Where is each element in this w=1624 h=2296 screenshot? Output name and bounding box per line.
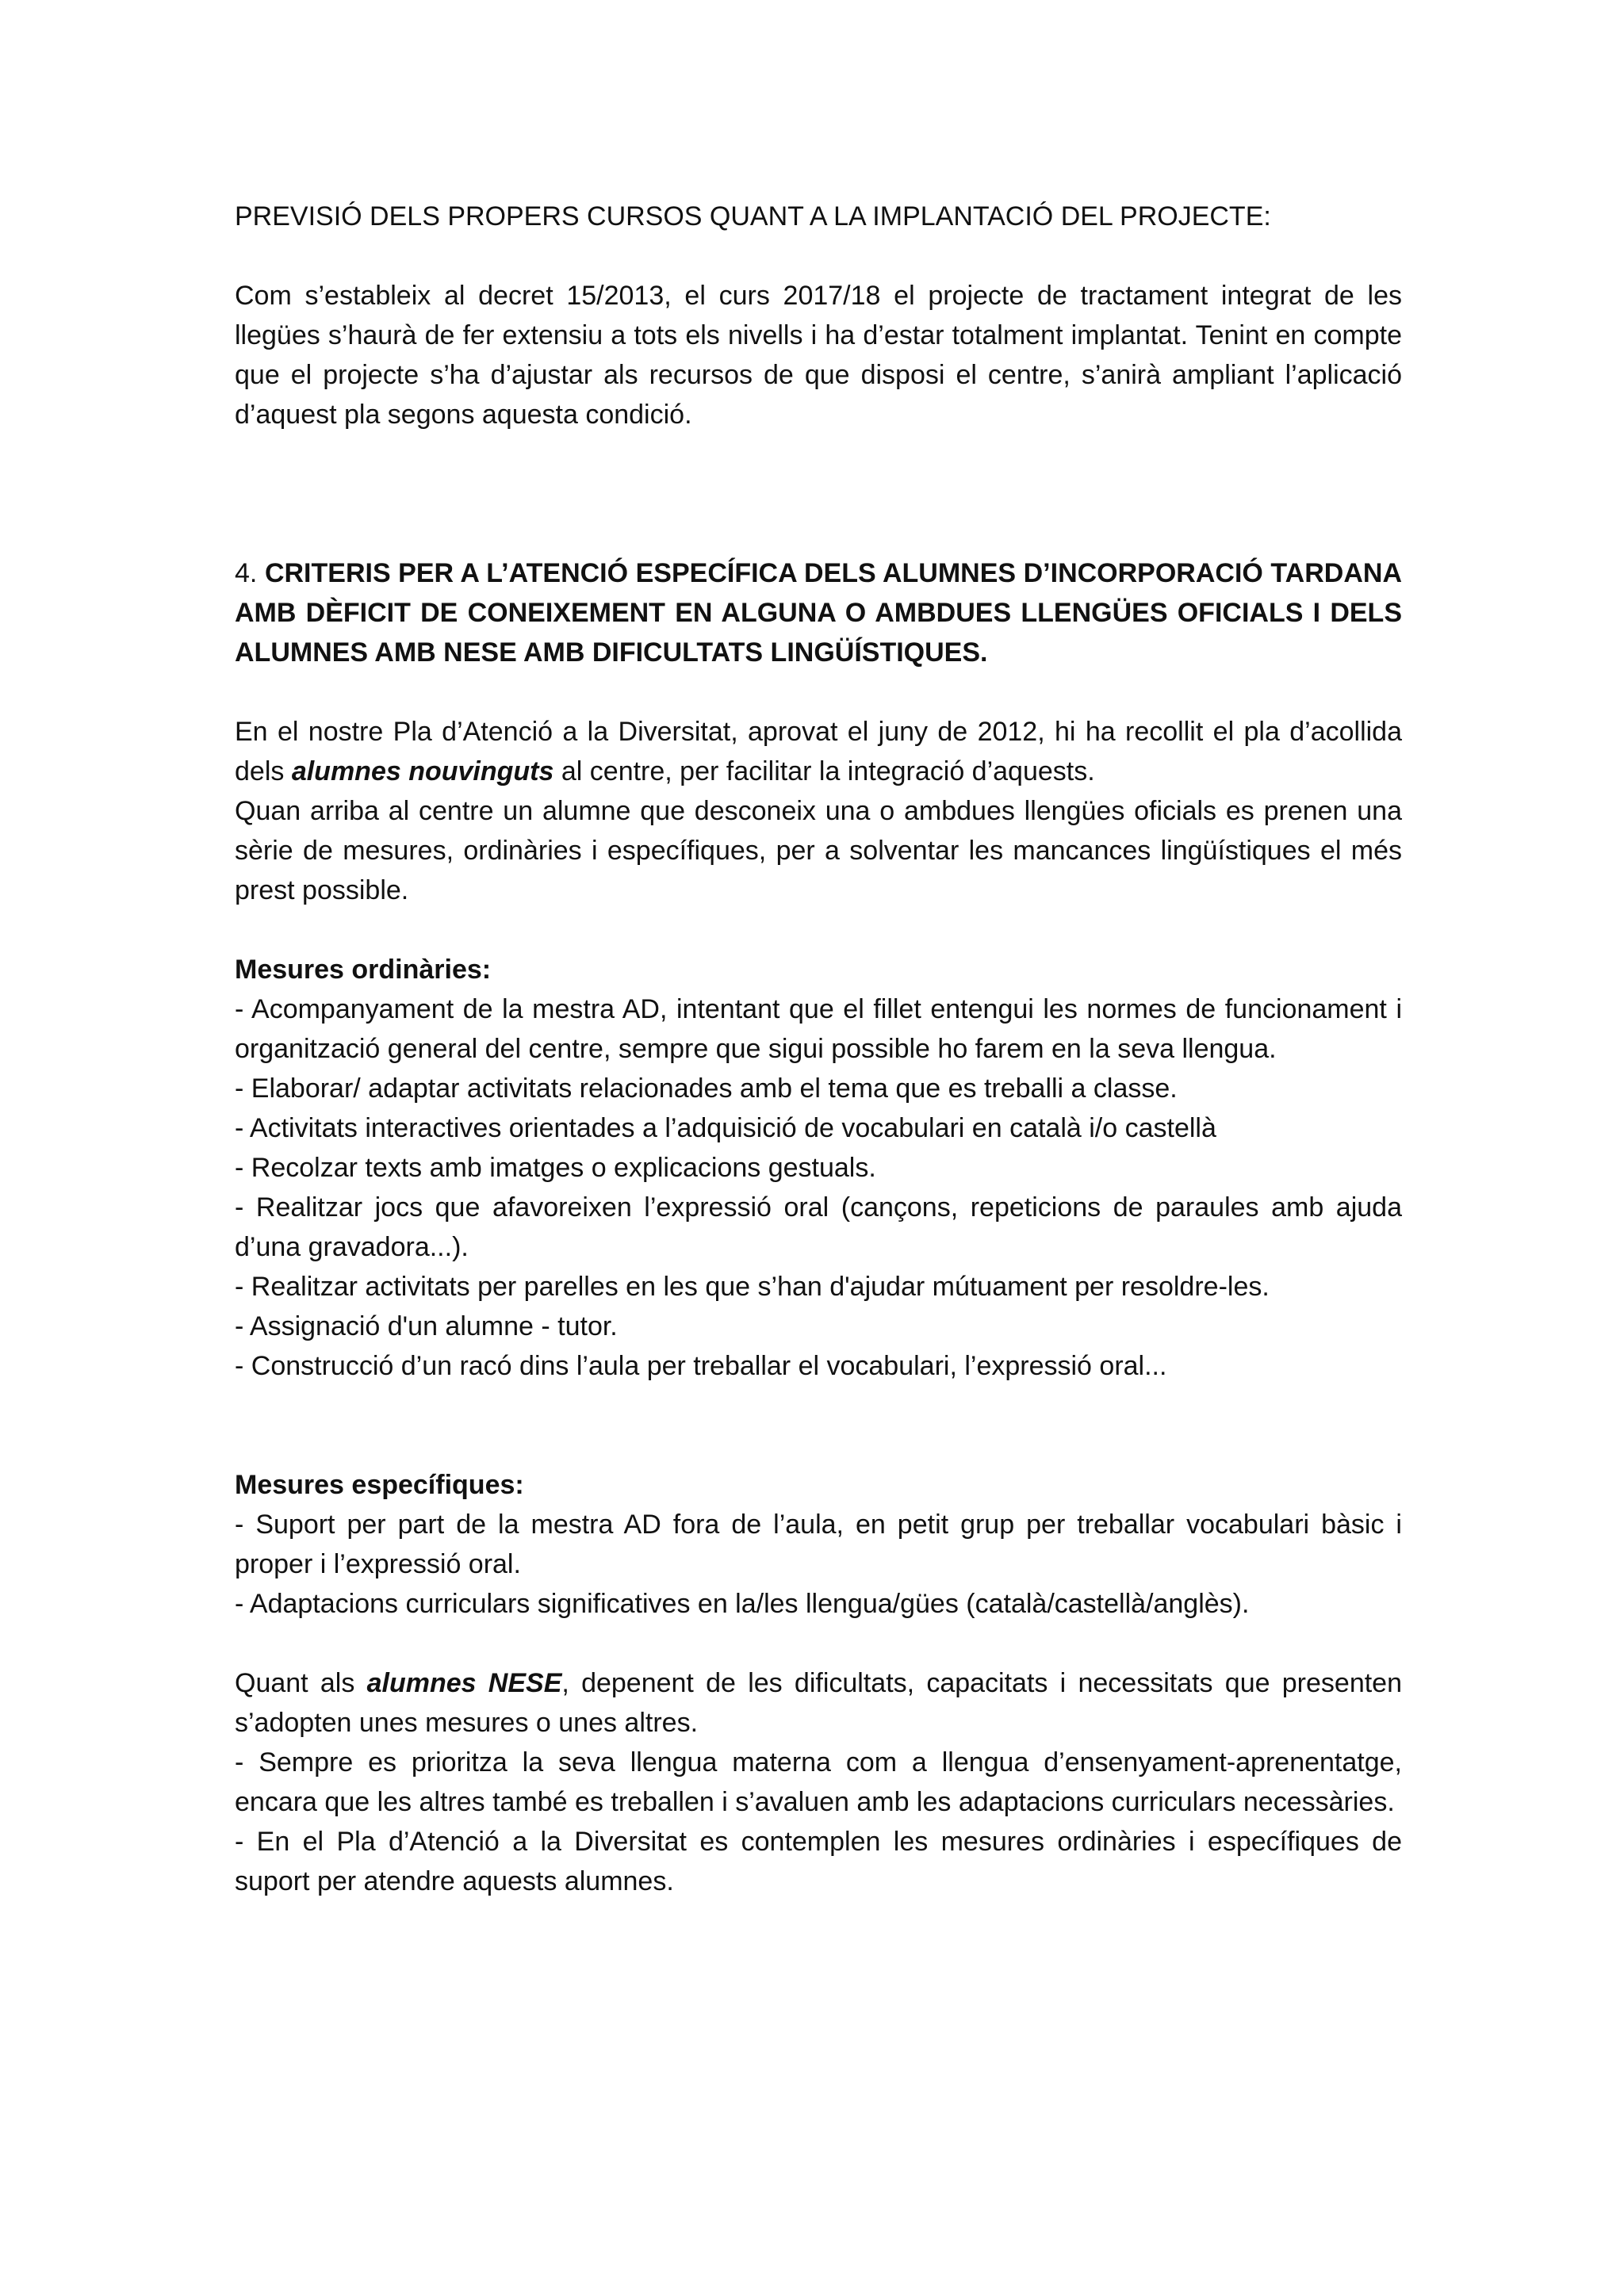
spacer xyxy=(235,910,1402,950)
intro-emphasis: alumnes nouvinguts xyxy=(291,756,554,786)
ordinary-item: - Realitzar activitats per parelles en les que s’han d'ajudar mútuament per resoldre-les. xyxy=(235,1272,1270,1302)
intro-text-before: En el nostre Pla d’Atenció a la Diversitat, aprovat el juny de 2012, hi ha recollit el pla d’acollida dels xyxy=(235,717,1402,786)
specific-measures-title: Mesures específiques: xyxy=(235,1470,524,1500)
ordinary-item: - Recolzar texts amb imatges o explicacions gestuals. xyxy=(235,1153,876,1183)
section-4-title: CRITERIS PER A L’ATENCIÓ ESPECÍFICA DELS ALUMNES D’INCORPORACIÓ TARDANA AMB DÈFICIT DE CONEIXEMENT EN ALGUNA O AMBDUES LLENGÜES OFICIALS I DELS ALUMNES AMB NESE AMB DIFICULTATS LINGÜÍSTIQUES. xyxy=(235,558,1402,668)
document-page xyxy=(235,197,1402,1901)
spacer xyxy=(235,1624,1402,1663)
ordinary-item: - Activitats interactives orientades a l’adquisició de vocabulari en català i/o castellà xyxy=(235,1113,1216,1143)
nese-paragraph xyxy=(235,1663,1402,1743)
spacer xyxy=(235,672,1402,712)
nese-item: - Sempre es prioritza la seva llengua materna com a llengua d’ensenyament-aprenentatge, encara que les altres també es treballen i s’avaluen amb les adaptacions curriculars necessàries. xyxy=(235,1747,1402,1817)
specific-item: - Suport per part de la mestra AD fora de l’aula, en petit grup per treballar vocabulari bàsic i proper i l’expressió oral. xyxy=(235,1510,1402,1579)
spacer xyxy=(235,1386,1402,1465)
ordinary-item: - Assignació d'un alumne - tutor. xyxy=(235,1311,618,1341)
specific-item: - Adaptacions curriculars significatives en la/les llengua/gües (català/castellà/anglès). xyxy=(235,1589,1250,1619)
ordinary-item: - Elaborar/ adaptar activitats relacionades amb el tema que es treballi a classe. xyxy=(235,1073,1178,1104)
spacer xyxy=(235,434,1402,553)
intro-text-after: al centre, per facilitar la integració d’aquests. xyxy=(561,756,1095,786)
section-4-intro xyxy=(235,712,1402,791)
nese-text-after: , depenent de les dificultats, capacitats i necessitats que presenten s’adopten unes mesures o unes altres. xyxy=(235,1668,1402,1738)
spacer xyxy=(235,236,1402,276)
nese-item: - En el Pla d’Atenció a la Diversitat es contemplen les mesures ordinàries i específiques de suport per atendre aquests alumnes. xyxy=(235,1827,1402,1896)
ordinary-item: - Construcció d’un racó dins l’aula per treballar el vocabulari, l’expressió oral... xyxy=(235,1351,1167,1381)
section-4-intro-2: Quan arriba al centre un alumne que desconeix una o ambdues llengües oficials es prenen una sèrie de mesures, ordinàries i específiques, per a solventar les mancances lingüístiques el més prest possible. xyxy=(235,796,1402,905)
forecast-heading: PREVISIÓ DELS PROPERS CURSOS QUANT A LA IMPLANTACIÓ DEL PROJECTE: xyxy=(235,201,1271,232)
ordinary-item: - Realitzar jocs que afavoreixen l’expressió oral (cançons, repeticions de paraules amb ajuda d’una gravadora...). xyxy=(235,1192,1402,1262)
section-4-number: 4. xyxy=(235,558,258,588)
nese-emphasis: alumnes NESE xyxy=(366,1668,562,1698)
nese-text-before: Quant als xyxy=(235,1668,355,1698)
ordinary-measures-title: Mesures ordinàries: xyxy=(235,955,492,985)
section-4-heading xyxy=(235,553,1402,672)
forecast-paragraph: Com s’estableix al decret 15/2013, el curs 2017/18 el projecte de tractament integrat de les llegües s’haurà de fer extensiu a tots els nivells i ha d’estar totalment implantat. Tenint en compte que el projecte s’ha d’ajustar als recursos de que disposi el centre, s’anirà ampliant l’aplicació d’aquest pla segons aquesta condició. xyxy=(235,281,1402,430)
ordinary-item: - Acompanyament de la mestra AD, intentant que el fillet entengui les normes de funcionament i organització general del centre, sempre que sigui possible ho farem en la seva llengua. xyxy=(235,994,1402,1064)
